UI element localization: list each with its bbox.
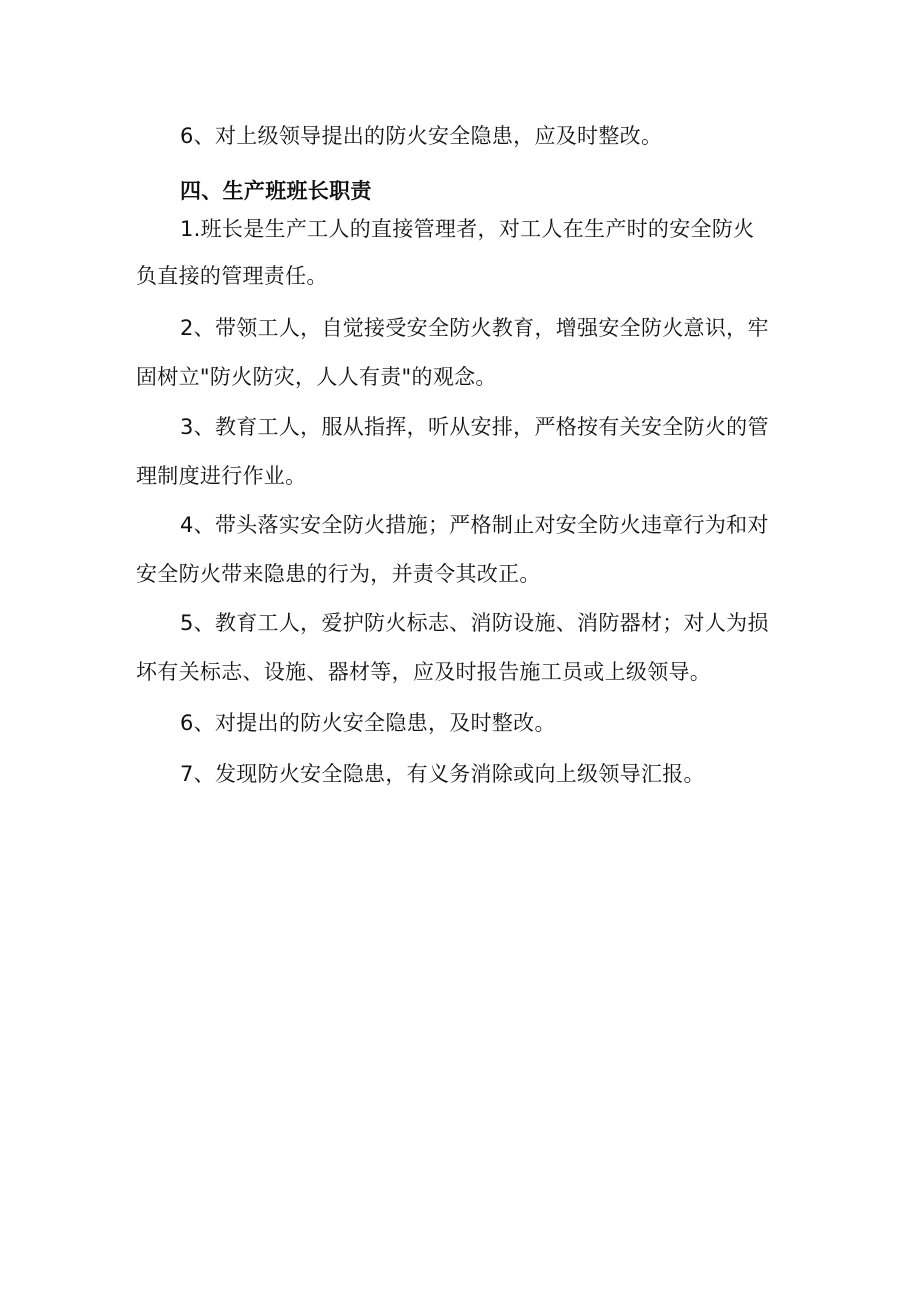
paragraph-item-3-line-1: 3、教育工人，服从指挥，听从安排，严格按有关安全防火的管 <box>180 415 769 439</box>
section-heading: 四、生产班班长职责 <box>180 179 372 203</box>
paragraph-item-4-line-2: 安全防火带来隐患的行为，并责令其改正。 <box>136 562 541 586</box>
paragraph-item-5-line-2: 坏有关标志、设施、器材等，应及时报告施工员或上级领导。 <box>136 660 712 684</box>
paragraph-prev-item-6: 6、对上级领导提出的防火安全隐患，应及时整改。 <box>180 124 663 148</box>
paragraph-item-1-line-1: 1.班长是生产工人的直接管理者，对工人在生产时的安全防火 <box>180 217 755 241</box>
paragraph-item-1-line-2: 负直接的管理责任。 <box>136 264 328 288</box>
paragraph-item-3-line-2: 理制度进行作业。 <box>136 464 307 488</box>
paragraph-item-7: 7、发现防火安全隐患，有义务消除或向上级领导汇报。 <box>180 762 705 786</box>
paragraph-item-4-line-1: 4、带头落实安全防火措施；严格制止对安全防火违章行为和对 <box>180 513 769 537</box>
paragraph-item-2-line-1: 2、带领工人，自觉接受安全防火教育，增强安全防火意识，牢 <box>180 316 769 340</box>
paragraph-item-5-line-1: 5、教育工人，爱护防火标志、消防设施、消防器材；对人为损 <box>180 611 769 635</box>
paragraph-item-6: 6、对提出的防火安全隐患，及时整改。 <box>180 711 556 735</box>
paragraph-item-2-line-2: 固树立"防火防灾，人人有责"的观念。 <box>136 365 497 389</box>
